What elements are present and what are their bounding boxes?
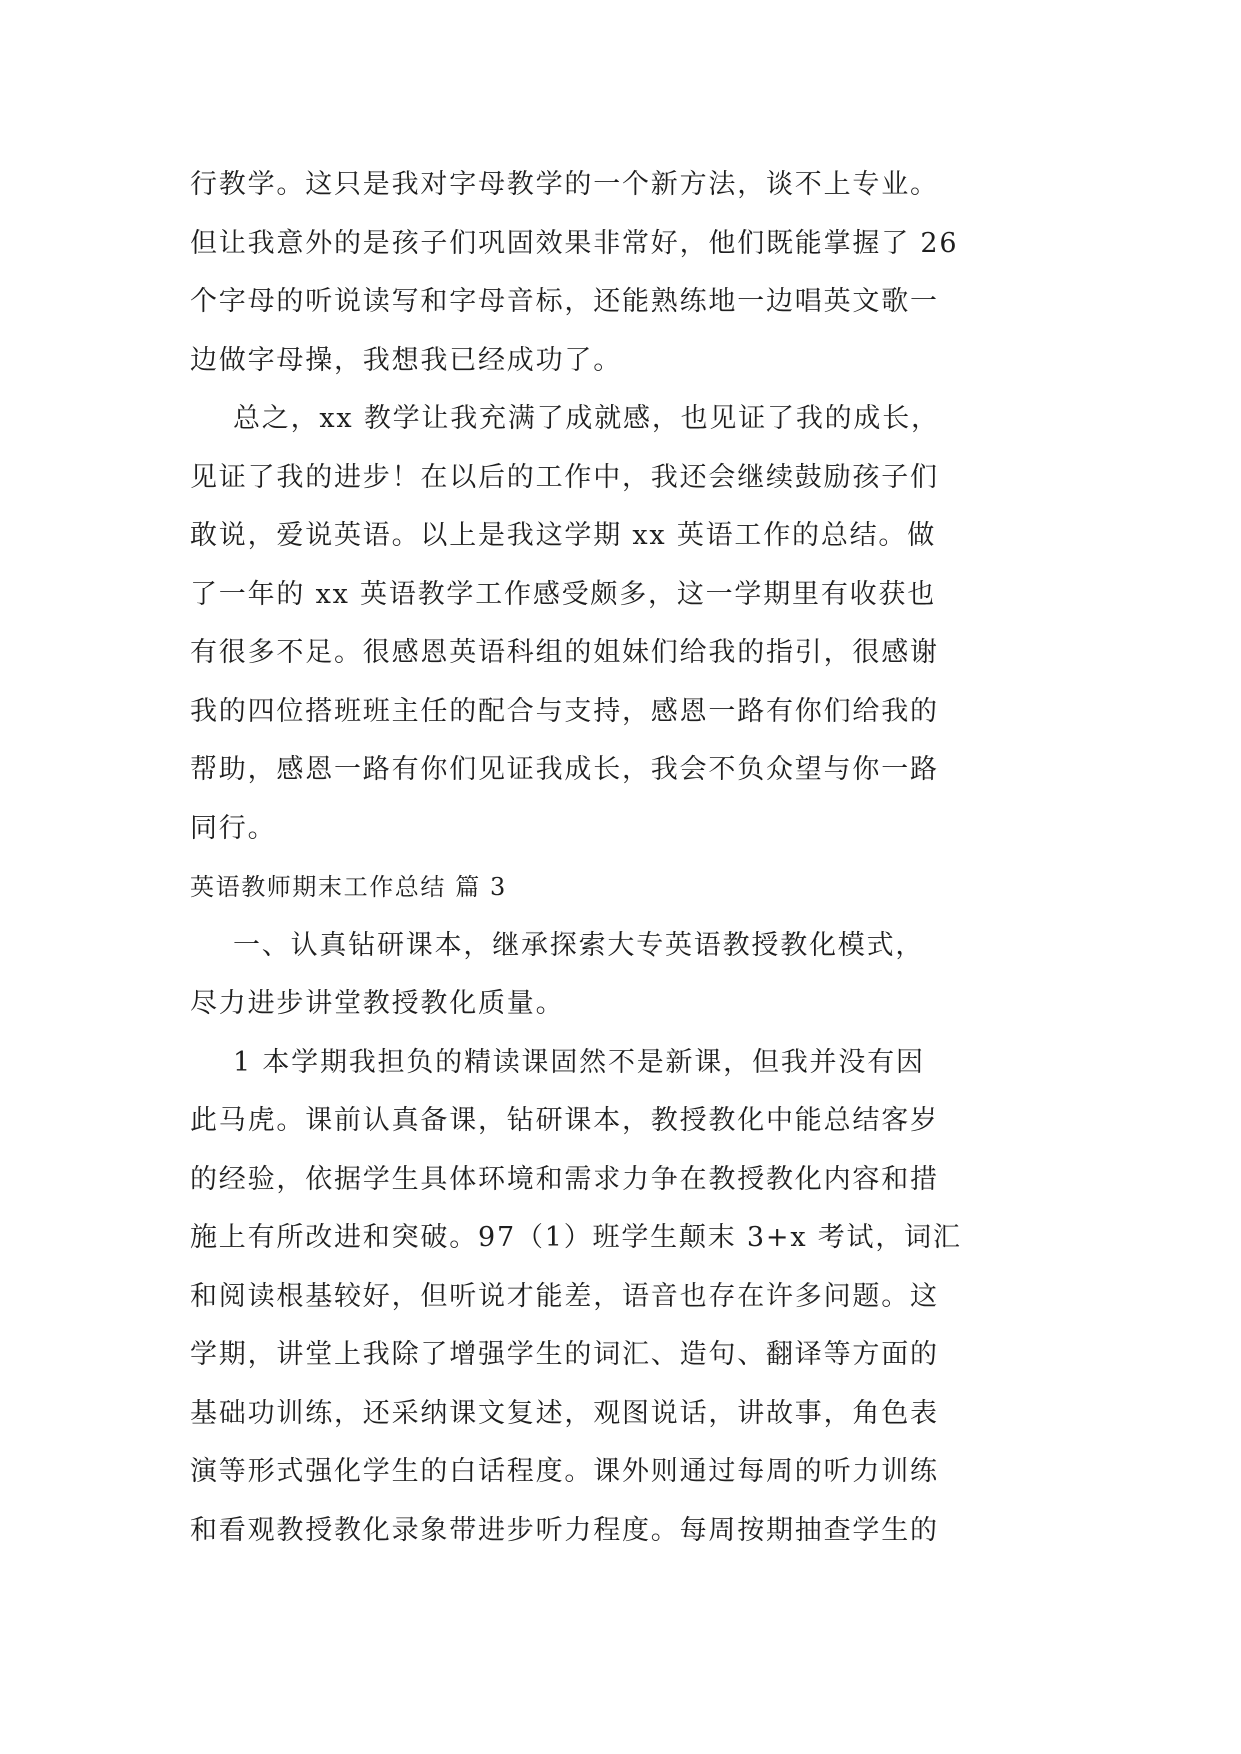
document-body xyxy=(190,156,1010,1560)
text-line: 总之，xx 教学让我充满了成就感，也见证了我的成长， xyxy=(233,403,940,434)
paragraph xyxy=(190,917,1010,1034)
text-line: 此马虎。课前认真备课，钻研课本，教授教化中能总结客岁 xyxy=(190,1105,939,1136)
text-line: 边做字母操，我想我已经成功了。 xyxy=(190,344,622,376)
text-line: 的经验，依据学生具体环境和需求力争在教授教化内容和措 xyxy=(190,1163,939,1195)
text-line: 一、认真钻研课本，继承探索大专英语教授教化模式， xyxy=(233,929,925,961)
text-line: 敢说，爱说英语。以上是我这学期 xx 英语工作的总结。做 xyxy=(190,520,937,551)
text-line: 有很多不足。很感恩英语科组的姐妹们给我的指引，很感谢 xyxy=(190,637,939,668)
text-line: 但让我意外的是孩子们巩固效果非常好，他们既能掌握了 26 xyxy=(190,227,959,259)
paragraph xyxy=(190,390,1010,858)
text-line: 行教学。这只是我对字母教学的一个新方法，谈不上专业。 xyxy=(190,169,939,200)
text-line: 演等形式强化学生的白话程度。课外则通过每周的听力训练 xyxy=(190,1456,939,1487)
text-line: 施上有所改进和突破。97（1）班学生颠末 3+x 考试，词汇 xyxy=(190,1222,962,1253)
section-heading: 英语教师期末工作总结 篇 3 xyxy=(190,873,507,901)
paragraph xyxy=(190,1034,1010,1561)
paragraph xyxy=(190,156,1010,390)
text-line: 和阅读根基较好，但听说才能差，语音也存在许多问题。这 xyxy=(190,1280,939,1312)
text-line: 尽力进步讲堂教授教化质量。 xyxy=(190,988,565,1019)
text-line: 个字母的听说读写和字母音标，还能熟练地一边唱英文歌一 xyxy=(190,286,939,317)
text-line: 见证了我的进步！在以后的工作中，我还会继续鼓励孩子们 xyxy=(190,461,939,493)
text-line: 同行。 xyxy=(190,812,277,844)
text-line: 1 本学期我担负的精读课固然不是新课，但我并没有因 xyxy=(233,1046,925,1078)
text-line: 我的四位搭班班主任的配合与支持，感恩一路有你们给我的 xyxy=(190,695,939,727)
text-line: 帮助，感恩一路有你们见证我成长，我会不负众望与你一路 xyxy=(190,754,939,785)
text-line: 学期，讲堂上我除了增强学生的词汇、造句、翻译等方面的 xyxy=(190,1339,939,1370)
text-line: 基础功训练，还采纳课文复述，观图说话，讲故事，角色表 xyxy=(190,1397,939,1429)
text-line: 了一年的 xx 英语教学工作感受颇多，这一学期里有收获也 xyxy=(190,578,937,610)
text-line: 和看观教授教化录象带进步听力程度。每周按期抽查学生的 xyxy=(190,1514,939,1546)
